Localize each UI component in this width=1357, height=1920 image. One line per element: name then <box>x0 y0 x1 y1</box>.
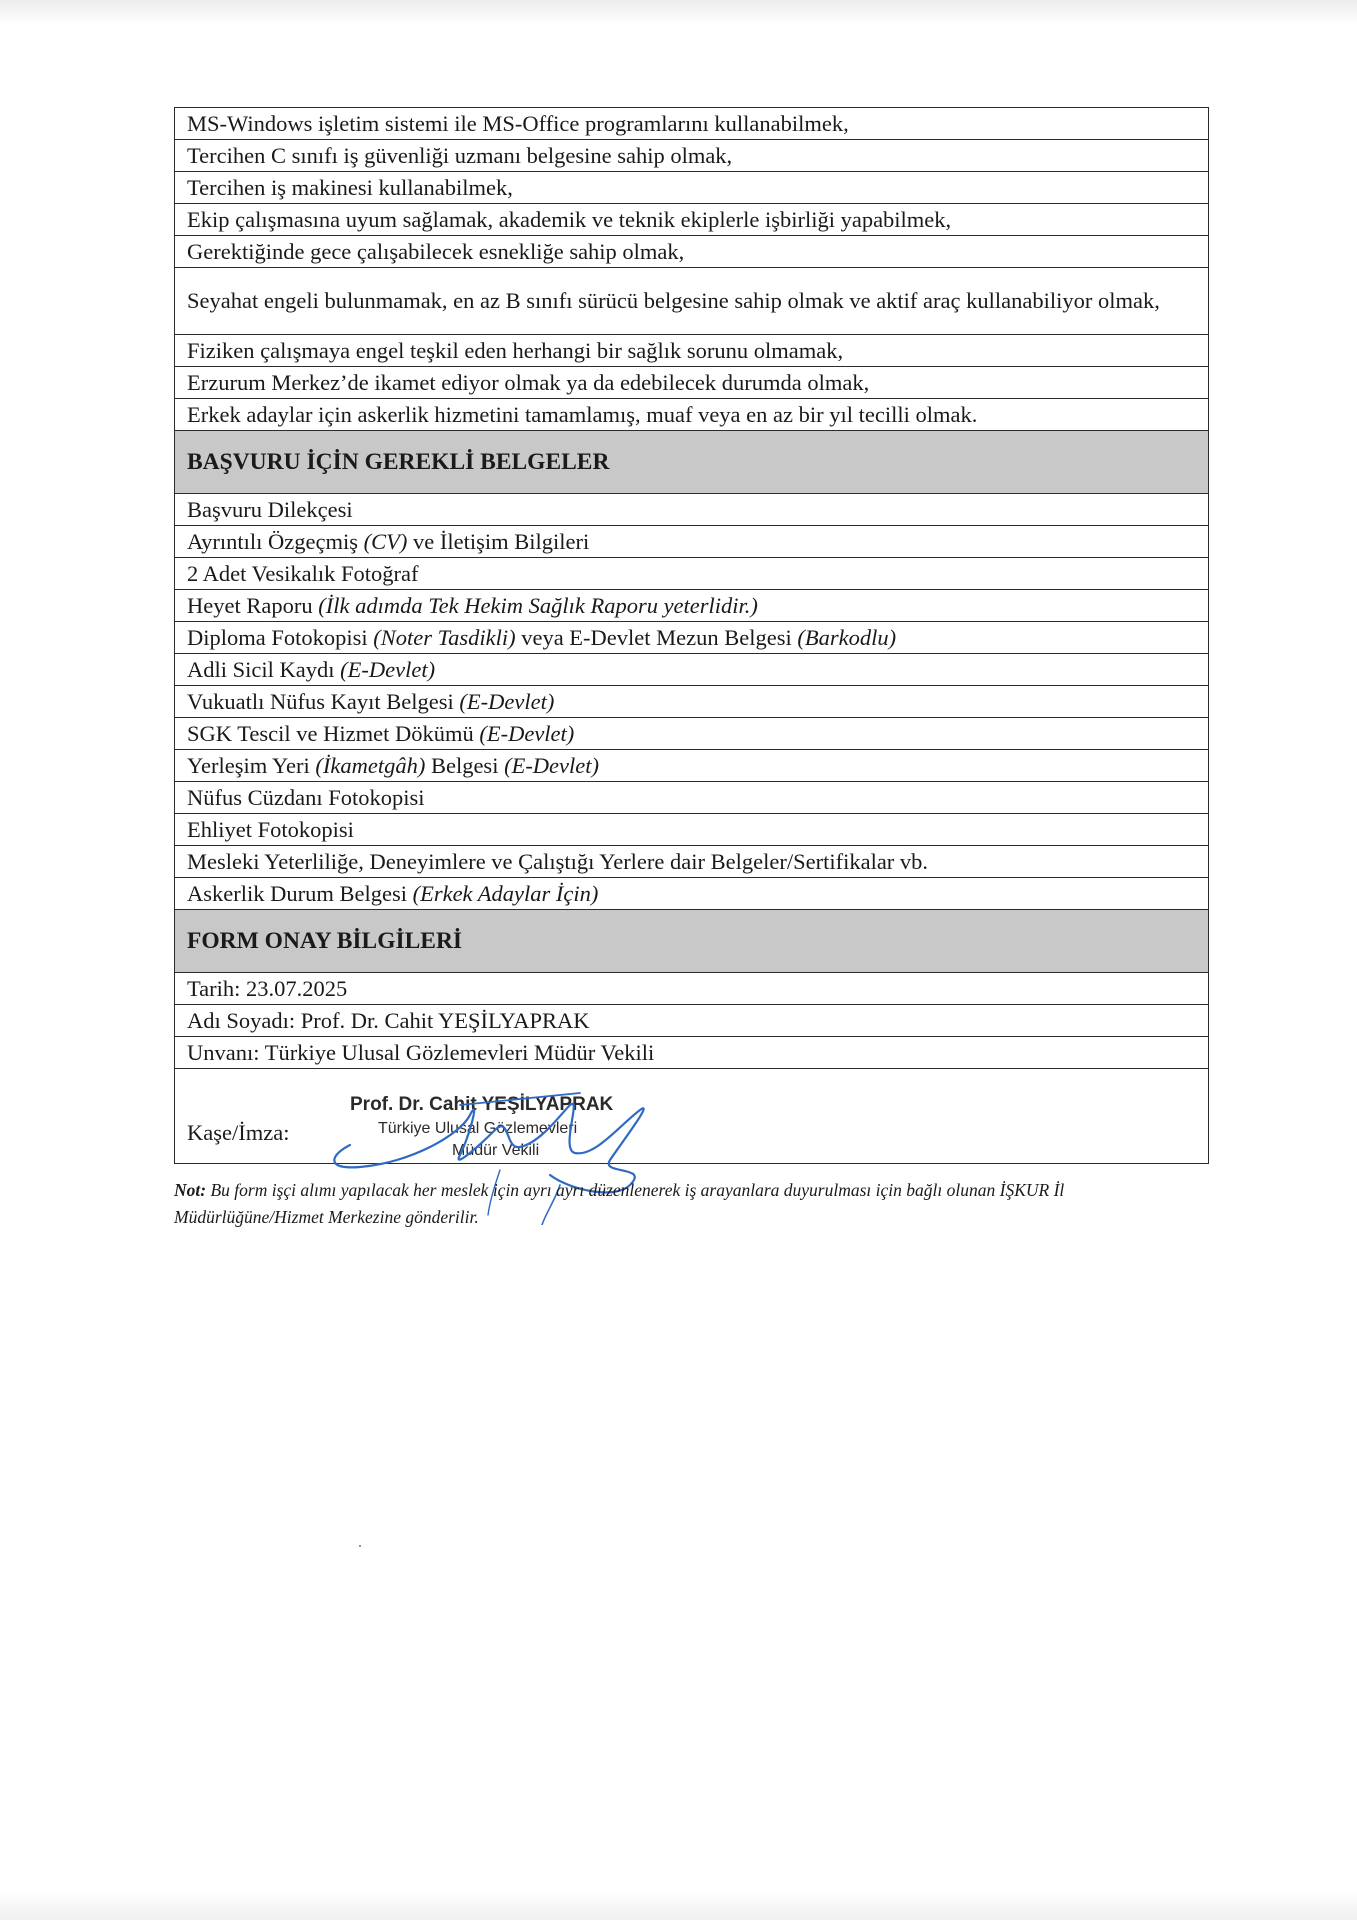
approval-title: Unvanı: Türkiye Ulusal Gözlemevleri Müdür Vekili <box>175 1037 1209 1069</box>
footnote-text: Bu form işçi alımı yapılacak her meslek için ayrı ayrı düzenlenerek iş arayanlara duyurulması için bağlı olunan İŞKUR İl Müdürlüğüne/Hizmet Merkezine gönderilir. <box>174 1180 1065 1227</box>
footnote-label: Not: <box>174 1180 207 1200</box>
requirement-item: Erzurum Merkez’de ikamet ediyor olmak ya da edebilecek durumda olmak, <box>175 367 1209 399</box>
approval-section-title: FORM ONAY BİLGİLERİ <box>175 910 1209 973</box>
document-item: Yerleşim Yeri (İkametgâh) Belgesi (E-Devlet) <box>175 750 1209 782</box>
approval-date: Tarih: 23.07.2025 <box>175 973 1209 1005</box>
requirement-item: Erkek adaylar için askerlik hizmetini tamamlamış, muaf veya en az bir yıl tecilli olmak. <box>175 399 1209 431</box>
stamp-line-position: Müdür Vekili <box>452 1142 540 1159</box>
requirement-item: Tercihen iş makinesi kullanabilmek, <box>175 172 1209 204</box>
document-item: 2 Adet Vesikalık Fotoğraf <box>175 558 1209 590</box>
requirement-item: MS-Windows işletim sistemi ile MS-Office programlarını kullanabilmek, <box>175 108 1209 140</box>
documents-section-title: BAŞVURU İÇİN GEREKLİ BELGELER <box>175 431 1209 494</box>
stamp-signature-label: Kaşe/İmza: <box>187 1120 290 1145</box>
requirement-item: Fiziken çalışmaya engel teşkil eden herhangi bir sağlık sorunu olmamak, <box>175 335 1209 367</box>
requirement-item: Seyahat engeli bulunmamak, en az B sınıfı sürücü belgesine sahip olmak ve aktif araç kullanabiliyor olmak, <box>175 268 1209 335</box>
document-item: Vukuatlı Nüfus Kayıt Belgesi (E-Devlet) <box>175 686 1209 718</box>
document-item: SGK Tescil ve Hizmet Dökümü (E-Devlet) <box>175 718 1209 750</box>
footnote <box>174 1177 1214 1231</box>
document-item: Ehliyet Fotokopisi <box>175 814 1209 846</box>
form-table <box>174 107 1209 1164</box>
document-item: Askerlik Durum Belgesi (Erkek Adaylar İçin) <box>175 878 1209 910</box>
document-item: Ayrıntılı Özgeçmiş (CV) ve İletişim Bilgileri <box>175 526 1209 558</box>
document-item: Nüfus Cüzdanı Fotokopisi <box>175 782 1209 814</box>
document-item: Adli Sicil Kaydı (E-Devlet) <box>175 654 1209 686</box>
stamp-line-name: Prof. Dr. Cahit YEŞİLYAPRAK <box>350 1094 614 1115</box>
requirement-item: Ekip çalışmasına uyum sağlamak, akademik ve teknik ekiplerle işbirliği yapabilmek, <box>175 204 1209 236</box>
scan-speck <box>359 1545 361 1547</box>
document-item: Diploma Fotokopisi (Noter Tasdikli) veya E-Devlet Mezun Belgesi (Barkodlu) <box>175 622 1209 654</box>
document-item: Başvuru Dilekçesi <box>175 494 1209 526</box>
document-item: Heyet Raporu (İlk adımda Tek Hekim Sağlık Raporu yeterlidir.) <box>175 590 1209 622</box>
approval-name: Adı Soyadı: Prof. Dr. Cahit YEŞİLYAPRAK <box>175 1005 1209 1037</box>
requirement-item: Tercihen C sınıfı iş güvenliği uzmanı belgesine sahip olmak, <box>175 140 1209 172</box>
document-item: Mesleki Yeterliliğe, Deneyimlere ve Çalıştığı Yerlere dair Belgeler/Sertifikalar vb. <box>175 846 1209 878</box>
requirement-item: Gerektiğinde gece çalışabilecek esnekliğe sahip olmak, <box>175 236 1209 268</box>
stamp-line-institution: Türkiye Ulusal Gözlemevleri <box>378 1120 578 1137</box>
